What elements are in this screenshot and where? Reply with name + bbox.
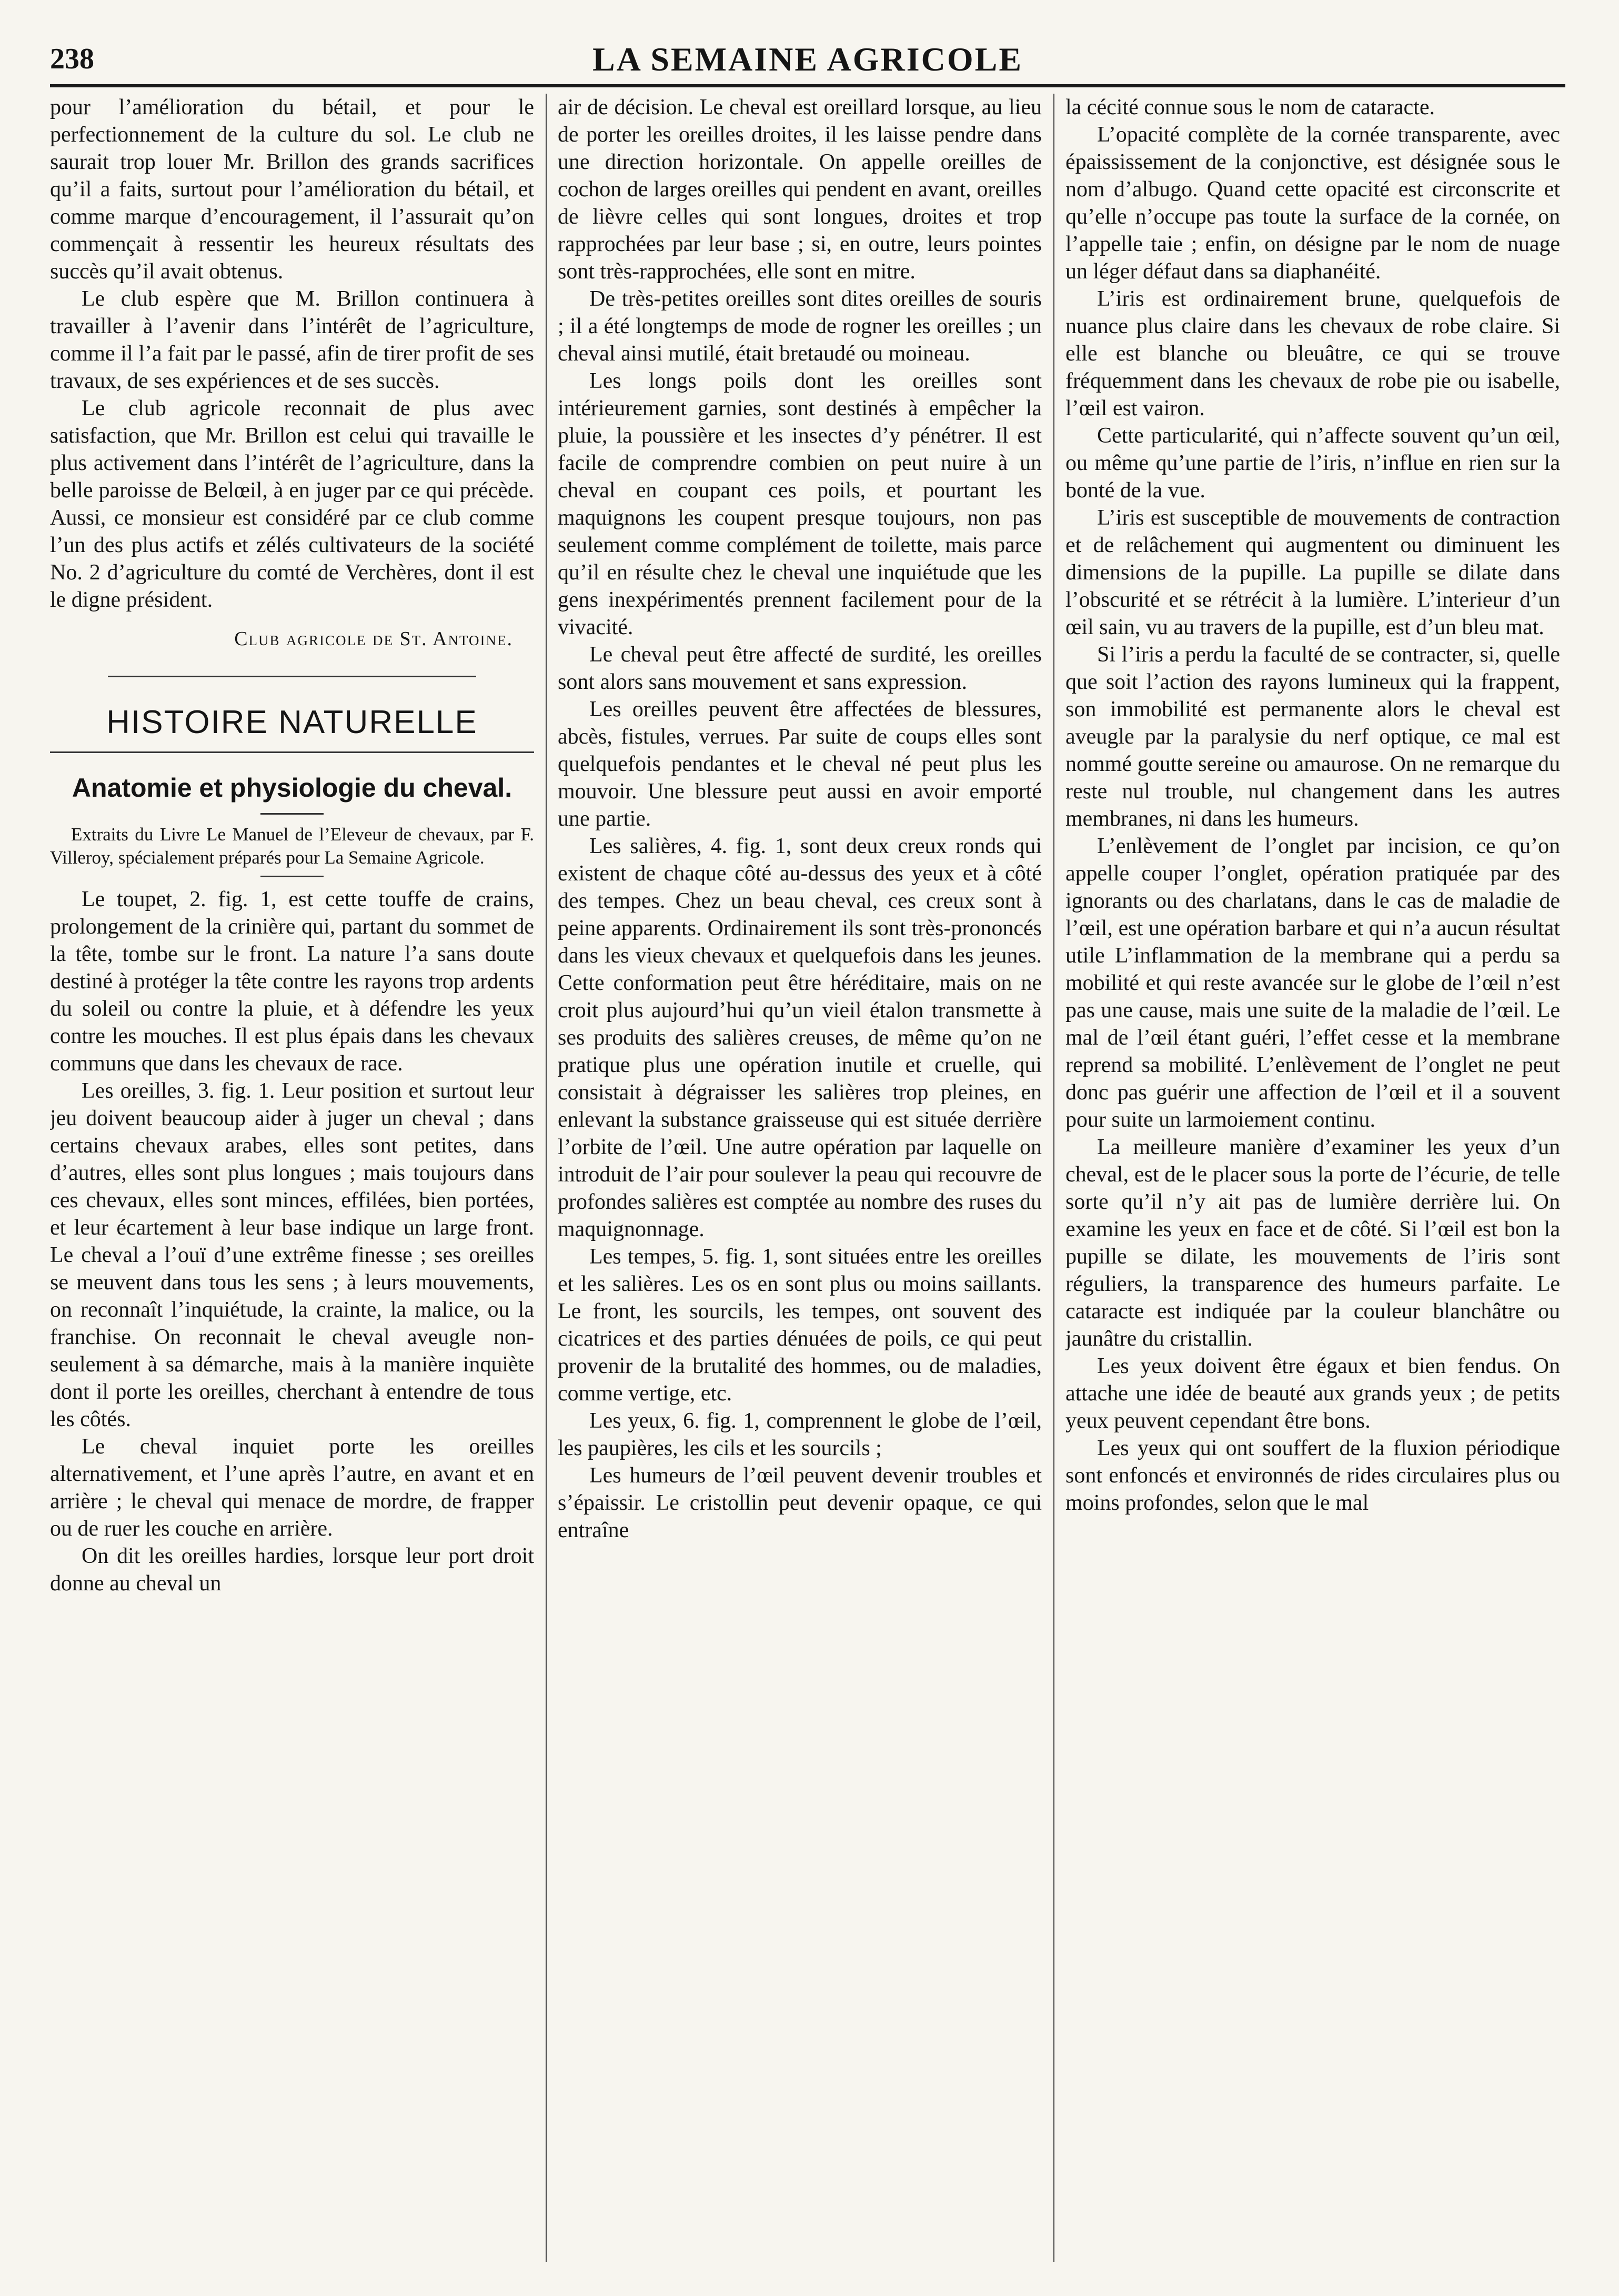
paragraph: air de décision. Le cheval est oreillard lorsque, au lieu de porter les oreilles droites, il les laisse pendre dans une direction horizontale. On appelle oreilles de cochon de larges oreilles qui pendent en avant, oreilles de lièvre celles qui sont longues, droites et trop rapprochées par leur base ; si, en outre, leurs pointes sont très-rapprochées, elle sont en mitre. [558,95,1042,284]
paragraph: Les oreilles peuvent être affectées de blessures, abcès, fistules, verrues. Par suite de coups elles sont quelquefois pendantes et le cheval né peut plus les mouvoir. Une blessure peut aussi en avoir emporté une partie. [558,697,1042,831]
text-columns [50,94,1565,2262]
paragraph: Les yeux doivent être égaux et bien fendus. On attache une idée de beauté aux grands yeux ; de petits yeux peuvent cependant être bons. [1065,1354,1560,1433]
paragraph: Le toupet, 2. fig. 1, est cette touffe de crains, prolongement de la crinière qui, partant du sommet de la tête, tombe sur le front. La nature l’a sans doute destiné à protéger la tête contre les rayons trop ardents du soleil ou contre la pluie, et à défendre les yeux contre les mouches. Il est plus épais dans les chevaux communs que dans les chevaux de race. [50,887,534,1076]
paragraph: Cette particularité, qui n’affecte souvent qu’un œil, ou même qu’une partie de l’iris, n’influe en rien sur la bonté de la vue. [1065,424,1560,503]
paragraph: Les yeux qui ont souffert de la fluxion périodique sont enfoncés et environnés de rides circulaires plus ou moins profondes, selon que le mal [1065,1436,1560,1515]
paragraph: la cécité connue sous le nom de cataracte. [1065,95,1435,119]
section-title: HISTOIRE NATURELLE [50,704,534,753]
newspaper-page [50,32,1565,2273]
paragraph: Les oreilles, 3. fig. 1. Leur position et surtout leur jeu doivent beaucoup aider à juger un cheval ; dans certains chevaux arabes, elles sont petites, dans d’autres, elles sont plus longues ; mais toujours dans ces chevaux, elles sont minces, effilées, bien portées, et leur écartement à leur base indique un large front. Le cheval a l’ouï d’une extrême finesse ; ses oreilles se meuvent dans tous les sens ; à leurs mouvements, on reconnaît l’inquiétude, la crainte, la malice, ou la franchise. On reconnait le cheval aveugle non-seulement à sa démarche, mais à la manière inquiète dont il porte les oreilles, cherchant à entendre de tous les côtés. [50,1079,534,1431]
article-title: Anatomie et physiologie du cheval. [72,773,512,803]
paragraph: Les yeux, 6. fig. 1, comprennent le globe de l’œil, les paupières, les cils et les sourcils ; [558,1409,1042,1460]
paragraph: Le cheval peut être affecté de surdité, les oreilles sont alors sans mouvement et sans expression. [558,643,1042,694]
paragraph: L’opacité complète de la cornée transparente, avec épaississement de la conjonctive, est désignée sous le nom d’albugo. Quand cette opacité est circonscrite et qu’elle n’occupe pas toute la surface de la cornée, on l’appelle taie ; enfin, on désigne par le nom de nuage un léger défaut dans sa diaphanéité. [1065,123,1560,284]
paragraph: Les tempes, 5. fig. 1, sont situées entre les oreilles et les salières. Les os en sont plus ou moins saillants. Le front, les sourcils, les tempes, ont souvent des cicatrices et des parties dénuées de poils, ce qui peut provenir de la brutalité des hommes, ou de maladies, comme vertige, etc. [558,1245,1042,1406]
title-rule [260,876,324,877]
paragraph: De très-petites oreilles sont dites oreilles de souris ; il a été longtemps de mode de rogner les oreilles ; un cheval ainsi mutilé, était bretaudé ou moineau. [558,287,1042,366]
paragraph: Les longs poils dont les oreilles sont intérieurement garnies, sont destinés à empêcher la pluie, la poussière et les insectes d’y pénétrer. Il est facile de comprendre combien on peut nuire à un cheval en coupant ces poils, et pourtant les maquignons les coupent presque toujours, non pas seulement comme complément de toilette, mais parce qu’il en résulte chez le cheval une inquiétude que les gens inexpérimentés prennent facilement pour de la vivacité. [558,369,1042,639]
journal-title: LA SEMAINE AGRICOLE [592,41,1023,78]
title-rule [260,813,324,815]
column-rule [546,94,547,2262]
signature: Club agricole de St. Antoine. [234,628,513,650]
paragraph: Les humeurs de l’œil peuvent devenir troubles et s’épaissir. Le cristollin peut devenir opaque, ce qui entraîne [558,1463,1042,1542]
section-divider [108,676,476,677]
paragraph: Le club agricole reconnait de plus avec satisfaction, que Mr. Brillon est celui qui travaille le plus activement dans l’intérêt de l’agriculture, dans la belle paroisse de Belœil, à en juger par ce qui précède. Aussi, ce monsieur est considéré par ce club comme l’un des plus actifs et zélés cultivateurs de la société No. 2 d’agriculture du comté de Verchères, dont il est le digne président. [50,396,534,612]
extract-note: Extraits du Livre Le Manuel de l’Eleveur de chevaux, par F. Villeroy, spécialement préparés pour La Semaine Agricole. [50,824,534,868]
column-3 [1065,94,1560,2262]
paragraph: L’iris est susceptible de mouvements de contraction et de relâchement qui augmentent ou diminuent les dimensions de la pupille. La pupille se dilate dans l’obscurité et se rétrécit à la lumière. L’interieur d’un œil sain, vu au travers de la pupille, est d’un bleu mat. [1065,506,1560,639]
paragraph: Si l’iris a perdu la faculté de se contracter, si, quelle que soit l’action des rayons lumineux qui la frappent, son immobilité est permanente alors le cheval est aveugle par la paralysie du nerf optique, ce mal est nommé goutte sereine ou amaurose. On ne remarque du reste nul trouble, nul changement dans les autres membranes, ni dans les humeurs. [1065,643,1560,831]
column-1 [50,94,534,2262]
column-2 [558,94,1042,2262]
page-header [50,32,1565,87]
paragraph: La meilleure manière d’examiner les yeux d’un cheval, est de le placer sous la porte de l’écurie, de telle sorte qu’il n’y ait pas de lumière derrière lui. On examine les yeux en face et de côté. Si l’œil est bon la pupille se dilate, les mouvements de l’iris sont réguliers, la transparence des humeurs parfaite. Le cataracte est indiquée par la couleur blanchâtre ou jaunâtre du cristallin. [1065,1135,1560,1351]
paragraph: L’iris est ordinairement brune, quelquefois de nuance plus claire dans les chevaux de robe claire. Si elle est blanche ou bleuâtre, ce qui se trouve fréquemment dans les chevaux de robe pie ou isabelle, l’œil est vairon. [1065,287,1560,420]
page-number: 238 [50,43,94,75]
column-rule [1053,94,1054,2262]
paragraph: Les salières, 4. fig. 1, sont deux creux ronds qui existent de chaque côté au-dessus des yeux et à côté des tempes. Chez un beau cheval, ces creux sont à peine apparents. Ordinairement ils sont très-prononcés dans les vieux chevaux et quelquefois dans les jeunes. Cette conformation peut être héréditaire, mais on ne croit plus aujourd’hui qu’un vieil étalon transmette à ses produits des salières creuses, de même qu’on ne pratique plus une opération inutile et cruelle, qui consistait à dégraisser les salières trop pleines, en enlevant la substance graisseuse qui est située derrière l’orbite de l’œil. Une autre opération par laquelle on introduit de l’air pour soulever la peau qui recouvre de profondes salières est comptée au nombre des ruses du maquignonnage. [558,834,1042,1241]
paragraph: pour l’amélioration du bétail, et pour le perfectionnement de la culture du sol. Le club ne saurait trop louer Mr. Brillon des grands sacrifices qu’il a faits, surtout pour l’amélioration du bétail, et comme marque d’encouragement, il l’assurait qu’on commençait à ressentir les heureux résultats des succès qu’il avait obtenus. [50,95,534,284]
paragraph: On dit les oreilles hardies, lorsque leur port droit donne au cheval un [50,1544,534,1596]
paragraph: Le club espère que M. Brillon continuera à travailler à l’avenir dans l’intérêt de l’agriculture, comme il l’a fait par le passé, afin de tirer profit de ses travaux, de ses expériences et de ses succès. [50,287,534,393]
paragraph: Le cheval inquiet porte les oreilles alternativement, et l’une après l’autre, en avant et en arrière ; le cheval qui menace de mordre, de frapper ou de ruer les couche en arrière. [50,1435,534,1541]
paragraph: L’enlèvement de l’onglet par incision, ce qu’on appelle couper l’onglet, opération pratiquée par des ignorants ou des charlatans, dans le cas de maladie de l’œil, est une opération barbare et qui n’a aucun résultat utile L’inflammation de la membrane qui a perdu sa mobilité et qui reste avancée sur le globe de l’œil n’est pas une cause, mais une suite de la maladie de l’œil. Le mal de l’œil étant guéri, l’effet cesse et la membrane reprend sa mobilité. L’enlèvement de l’onglet ne peut donc pas guérir une affection de l’œil et il a souvent pour suite un larmoiement continu. [1065,834,1560,1132]
